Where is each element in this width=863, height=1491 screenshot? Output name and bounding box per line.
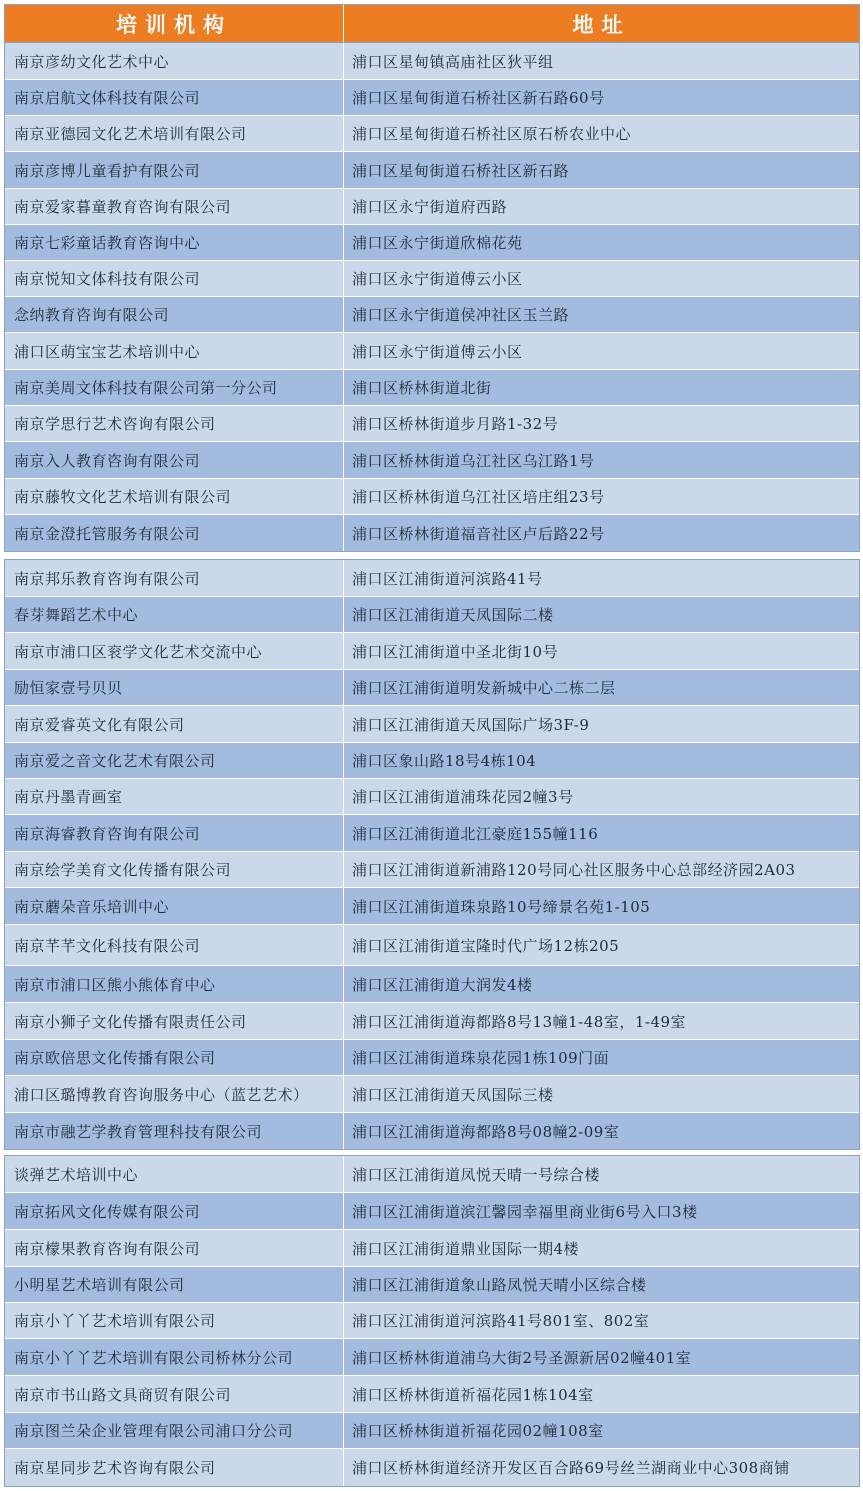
table-row	[5, 43, 859, 80]
table-row	[5, 80, 859, 116]
institution-address: 浦口区江浦街道北江豪庭155幢116	[352, 824, 599, 843]
table-row	[5, 370, 859, 406]
institution-address: 浦口区江浦街道中圣北街10号	[352, 642, 559, 661]
table-row	[5, 597, 859, 633]
institution-address: 浦口区江浦街道珠泉花园1栋109门面	[352, 1049, 610, 1067]
institution-address: 浦口区永宁街道傅云小区	[352, 270, 523, 288]
table-row	[5, 333, 859, 370]
institution-name: 南京爱家暮童教育咨询有限公司	[5, 189, 344, 224]
table-row	[5, 888, 859, 925]
institution-address: 浦口区象山路18号4栋104	[352, 752, 537, 770]
institution-address: 浦口区永宁街道侯冲社区玉兰路	[352, 306, 570, 324]
institution-address: 浦口区桥林街道祈福花园1栋104室	[352, 1385, 594, 1404]
institution-address: 浦口区江浦街道新浦路120号同心社区服务中心总部经济园2A03	[352, 861, 796, 879]
institution-name: 南京市融艺学教育管理科技有限公司	[5, 1113, 344, 1149]
institution-address: 浦口区桥林街道乌江社区乌江路1号	[352, 451, 595, 470]
institution-name: 南京芊芊文化科技有限公司	[5, 925, 344, 965]
table-row	[5, 1413, 859, 1449]
table-row	[5, 633, 859, 670]
table-row	[5, 152, 859, 189]
institution-name: 小明星艺术培训有限公司	[5, 1267, 344, 1302]
table-row	[5, 815, 859, 852]
table-header	[5, 5, 859, 42]
institution-name: 南京拓风文化传媒有限公司	[5, 1193, 344, 1229]
institution-address: 浦口区桥林街道步月路1-32号	[352, 415, 559, 433]
table-row	[5, 261, 859, 297]
institution-address: 浦口区桥林街道福音社区卢后路22号	[352, 524, 605, 543]
table-row	[5, 1303, 859, 1339]
institution-name: 浦口区璐博教育咨询服务中心（蓝艺艺术）	[5, 1076, 344, 1112]
table-row	[5, 1003, 859, 1040]
institution-name: 南京星同步艺术咨询有限公司	[5, 1449, 344, 1486]
institution-address: 浦口区江浦街道大润发4楼	[352, 975, 533, 994]
table-row	[5, 1040, 859, 1076]
table-row	[5, 442, 859, 479]
table-row	[5, 706, 859, 743]
institution-name: 南京启航文体科技有限公司	[5, 80, 344, 115]
table-row	[5, 925, 859, 966]
institution-name: 励恒家壹号贝贝	[5, 670, 344, 705]
institution-address: 浦口区江浦街道浦珠花园2幢3号	[352, 788, 574, 806]
header-institution: 培训机构	[5, 5, 344, 42]
institution-name: 南京学思行艺术咨询有限公司	[5, 406, 344, 441]
institution-name: 南京亚德园文化艺术培训有限公司	[5, 116, 344, 151]
section-3-table	[4, 1155, 860, 1487]
table-row	[5, 1156, 859, 1193]
institution-name: 南京绘学美育文化传播有限公司	[5, 852, 344, 887]
institution-name: 南京小丫丫艺术培训有限公司	[5, 1303, 344, 1338]
institution-address: 浦口区江浦街道河滨路41号	[352, 569, 543, 588]
institution-name: 南京丹墨青画室	[5, 779, 344, 814]
table-row	[5, 779, 859, 815]
institution-address: 浦口区江浦街道天凤国际二楼	[352, 606, 554, 624]
table-row	[5, 743, 859, 779]
institution-name: 南京小丫丫艺术培训有限公司桥林分公司	[5, 1339, 344, 1375]
institution-name: 浦口区萌宝宝艺术培训中心	[5, 333, 344, 369]
institution-address: 浦口区永宁街道府西路	[352, 198, 508, 216]
institution-address: 浦口区江浦街道珠泉路10号缔景名苑1-105	[352, 897, 651, 916]
institution-address: 浦口区桥林街道北街	[352, 379, 492, 397]
institution-address: 浦口区江浦街道海都路8号13幢1-48室，1-49室	[352, 1012, 687, 1031]
header-address: 地址	[572, 12, 631, 37]
section-2-table	[4, 559, 860, 1150]
institution-name: 南京欧倍思文化传播有限公司	[5, 1040, 344, 1075]
table-row	[5, 670, 859, 706]
section-1-table	[4, 42, 860, 552]
institution-address: 浦口区星甸镇高庙社区狄平组	[352, 52, 554, 71]
institution-name: 南京彦幼文化艺术中心	[5, 43, 344, 79]
table-row	[5, 852, 859, 888]
table-row	[5, 479, 859, 515]
institution-address: 浦口区江浦街道天凤国际三楼	[352, 1085, 554, 1104]
institution-address: 浦口区江浦街道滨江馨园幸福里商业街6号入口3楼	[352, 1202, 698, 1221]
institution-address: 浦口区江浦街道凤悦天晴一号综合楼	[352, 1165, 601, 1184]
institution-name: 南京爱睿英文化有限公司	[5, 706, 344, 742]
table-row	[5, 1076, 859, 1113]
table-row	[5, 1193, 859, 1230]
header-table	[4, 4, 860, 43]
institution-address: 浦口区江浦街道鼎业国际一期4楼	[352, 1239, 580, 1258]
institution-name: 南京彦博儿童看护有限公司	[5, 152, 344, 188]
institution-address: 浦口区江浦街道河滨路41号801室、802室	[352, 1312, 650, 1330]
institution-address: 浦口区江浦街道海都路8号08幢2-09室	[352, 1122, 620, 1141]
institution-address: 浦口区江浦街道宝隆时代广场12栋205	[352, 936, 620, 955]
institution-address: 浦口区星甸街道石桥社区新石路60号	[352, 89, 605, 107]
institution-name: 南京入人教育咨询有限公司	[5, 442, 344, 478]
table-row	[5, 1230, 859, 1267]
institution-name: 南京檬果教育咨询有限公司	[5, 1230, 344, 1266]
institution-address: 浦口区星甸街道石桥社区原石桥农业中心	[352, 125, 632, 143]
institution-address: 浦口区桥林街道乌江社区培庄组23号	[352, 488, 605, 506]
institution-name: 南京小狮子文化传播有限责任公司	[5, 1003, 344, 1039]
institution-address: 浦口区桥林街道祈福花园02幢108室	[352, 1422, 604, 1440]
institution-name: 念纳教育咨询有限公司	[5, 297, 344, 332]
institution-address: 浦口区江浦街道天凤国际广场3F-9	[352, 715, 590, 734]
table-row	[5, 297, 859, 333]
institution-name: 南京图兰朵企业管理有限公司浦口分公司	[5, 1413, 344, 1448]
table-row	[5, 116, 859, 152]
institution-address: 浦口区桥林街道经济开发区百合路69号丝兰湖商业中心308商铺	[352, 1459, 790, 1477]
institution-address: 浦口区星甸街道石桥社区新石路	[352, 161, 570, 180]
institution-name: 南京市浦口区熊小熊体育中心	[5, 966, 344, 1002]
table-row	[5, 1339, 859, 1376]
table-row	[5, 189, 859, 225]
institution-name: 南京市书山路文具商贸有限公司	[5, 1376, 344, 1412]
institution-name: 谈弹艺术培训中心	[5, 1156, 344, 1192]
institution-address: 浦口区江浦街道明发新城中心二栋二层	[352, 679, 616, 697]
table-row	[5, 966, 859, 1003]
institution-name: 南京金澄托管服务有限公司	[5, 515, 344, 551]
table-row	[5, 515, 859, 551]
institution-name: 南京蘑朵音乐培训中心	[5, 888, 344, 924]
institution-address: 浦口区永宁街道欣棉花苑	[352, 234, 523, 252]
table-row	[5, 1113, 859, 1149]
institution-name: 南京悦知文体科技有限公司	[5, 261, 344, 296]
table-row	[5, 1267, 859, 1303]
table-row	[5, 406, 859, 442]
institution-name: 南京爱之音文化艺术有限公司	[5, 743, 344, 778]
institution-name: 南京海睿教育咨询有限公司	[5, 815, 344, 851]
institution-name: 南京邦乐教育咨询有限公司	[5, 560, 344, 596]
table-row	[5, 1449, 859, 1486]
institution-name: 南京藤牧文化艺术培训有限公司	[5, 479, 344, 514]
table-row	[5, 225, 859, 261]
table-row	[5, 560, 859, 597]
institution-address: 浦口区永宁街道傅云小区	[352, 342, 523, 361]
institution-address: 浦口区桥林街道浦乌大街2号圣源新居02幢401室	[352, 1348, 692, 1367]
institution-address: 浦口区江浦街道象山路凤悦天晴小区综合楼	[352, 1276, 647, 1294]
table-row	[5, 1376, 859, 1413]
institution-name: 南京市浦口区衮学文化艺术交流中心	[5, 633, 344, 669]
institution-name: 南京七彩童话教育咨询中心	[5, 225, 344, 260]
institution-name: 春芽舞蹈艺术中心	[5, 597, 344, 632]
institution-name: 南京美周文体科技有限公司第一分公司	[5, 370, 344, 405]
